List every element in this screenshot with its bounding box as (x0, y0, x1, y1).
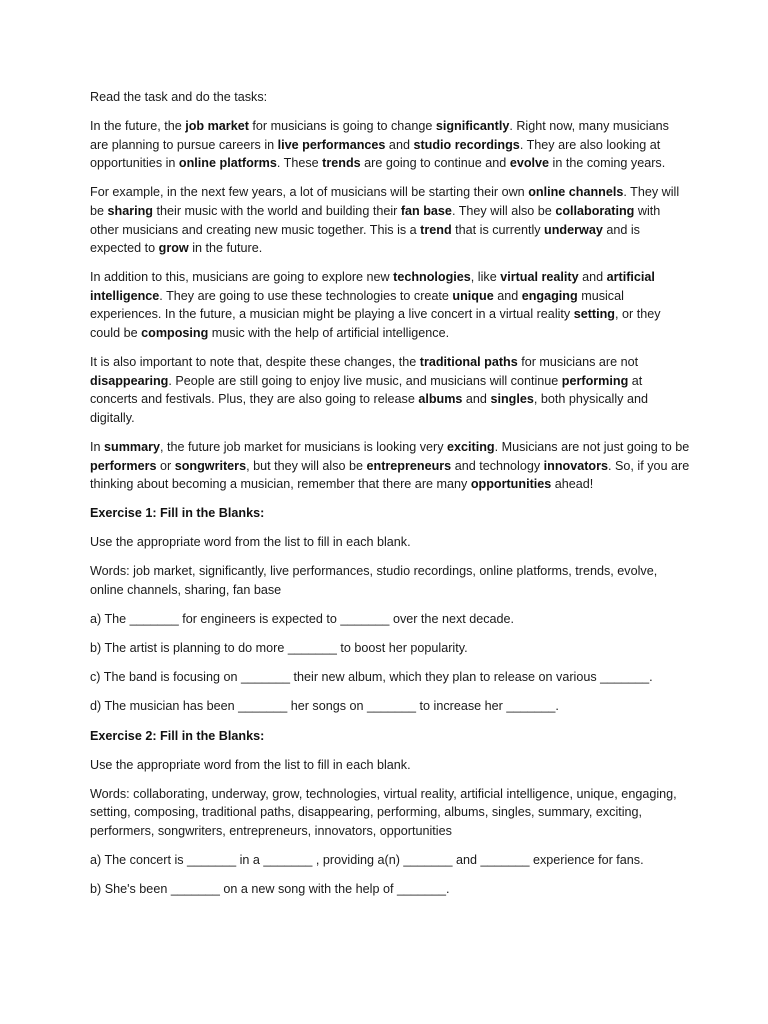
text-run: , but they will also be (246, 458, 367, 473)
text-run: that is currently (451, 222, 545, 237)
bold-term: studio recordings (413, 137, 520, 152)
bold-term: fan base (400, 203, 452, 218)
text-run: For example, in the next few years, a lot of musicians will be starting their own (90, 185, 529, 200)
bold-term: online channels (528, 185, 624, 200)
bold-term: unique (452, 288, 494, 303)
text-run: in the coming years. (549, 156, 666, 171)
text-run: in the future. (188, 241, 263, 256)
bold-term: job market (185, 119, 249, 134)
bold-term: live performances (277, 137, 386, 152)
reading-paragraph-5 (90, 438, 690, 494)
text-run: . So, if you are thinking about becoming a musician, remember that there are many (90, 458, 690, 492)
bold-term: composing (141, 326, 209, 341)
text-run: In the future, the (90, 119, 186, 134)
bold-term: evolve (509, 156, 550, 171)
text-run: , the future job market for musicians is looking very (160, 440, 448, 454)
bold-term: underway (544, 222, 603, 237)
text-run: and technology (451, 458, 544, 473)
bold-term: trend (420, 222, 452, 237)
bold-term: virtual reality (500, 270, 579, 285)
text-run: are going to continue and (360, 156, 510, 171)
bold-term: technologies (393, 270, 471, 285)
bold-term: engaging (521, 288, 578, 303)
bold-term: performers (90, 458, 157, 473)
bold-term: collaborating (555, 203, 635, 218)
bold-term: opportunities (470, 477, 552, 492)
exercise2-item-b: b) She's been _______ on a new song with the help of _______. (90, 882, 450, 897)
bold-term: online platforms (178, 156, 277, 171)
bold-term: entrepreneurs (366, 458, 452, 473)
reading-paragraph-1 (90, 117, 690, 173)
bold-term: significantly (435, 119, 510, 134)
text-run: . They will also be (451, 203, 556, 218)
exercise1-item-a: a) The _______ for engineers is expected to _______ over the next decade. (90, 612, 515, 627)
text-run: and (462, 392, 491, 407)
bold-term: performing (561, 373, 629, 388)
text-run: music with the help of artificial intelligence. (208, 326, 450, 341)
bold-term: grow (158, 241, 189, 256)
text-run: with other musicians and creating new music together. This is a (90, 203, 661, 237)
bold-term: albums (418, 392, 463, 407)
bold-term: sharing (107, 203, 154, 218)
text-run: . They are also looking at opportunities in (90, 137, 661, 171)
exercise1-item-d: d) The musician has been _______ her songs on _______ to increase her _______. (90, 699, 559, 714)
reading-paragraph-4 (90, 353, 690, 427)
exercise1-item-b: b) The artist is planning to do more _______ to boost her popularity. (90, 641, 468, 656)
text-run: ahead! (551, 477, 594, 492)
document-page (90, 88, 690, 909)
text-run: at concerts and festivals. Plus, they are also going to release (90, 373, 643, 407)
text-run: musical experiences. In the future, a musician might be playing a live concert in a virtual reality (90, 288, 624, 322)
text-run: and (493, 288, 522, 303)
exercise1-word-list: Words: job market, significantly, live performances, studio recordings, online platforms, trends, evolve, online channels, sharing, fan base (90, 564, 658, 598)
exercise2-item-a: a) The concert is _______ in a _______ , providing a(n) _______ and _______ experience for fans. (90, 853, 644, 867)
text-run: for musicians is going to change (248, 119, 436, 134)
exercise2-title: Exercise 2: Fill in the Blanks: (90, 728, 265, 743)
bold-term: songwriters (174, 458, 247, 473)
text-run: . People are still going to enjoy live music, and musicians will continue (168, 373, 562, 388)
bold-term: traditional paths (419, 355, 518, 370)
text-run: and is expected to (90, 222, 640, 256)
bold-term: singles (490, 392, 534, 407)
text-run: In (90, 440, 105, 454)
exercise1-item-c: c) The band is focusing on _______ their new album, which they plan to release on various _______. (90, 670, 653, 685)
text-run: . Musicians are not just going to be (494, 440, 690, 454)
text-run: It is also important to note that, despite these changes, the (90, 355, 420, 370)
text-run: or (156, 458, 175, 473)
text-run: , both physically and digitally. (90, 392, 648, 425)
exercise1-instruction: Use the appropriate word from the list to fill in each blank. (90, 535, 411, 550)
reading-paragraph-2 (90, 183, 690, 257)
text-run: In addition to this, musicians are going to explore new (90, 270, 394, 285)
text-run: . They will be (90, 185, 680, 218)
text-run: and (385, 137, 414, 152)
text-run: . Right now, many musicians are planning to pursue careers in (90, 119, 669, 152)
bold-term: innovators (543, 458, 609, 473)
bold-term: trends (322, 156, 361, 171)
text-run: , like (470, 270, 501, 285)
exercise2-word-list: Words: collaborating, underway, grow, technologies, virtual reality, artificial intelligence, unique, engaging, setting, composing, traditional paths, disappearing, performing, albums, singles, summary, exciting, performers, songwriters, entrepreneurs, innovators, opportunities (90, 786, 677, 838)
bold-term: exciting (447, 440, 495, 454)
bold-term: disappearing (90, 373, 169, 388)
bold-term: setting (573, 307, 615, 322)
text-run: and (578, 270, 607, 285)
reading-paragraph-3 (90, 268, 690, 342)
bold-term: artificial intelligence (90, 270, 655, 303)
text-run: , or they could be (90, 307, 661, 341)
task-instruction: Read the task and do the tasks: (90, 90, 268, 104)
exercise2-instruction: Use the appropriate word from the list to fill in each blank. (90, 757, 411, 772)
text-run: . These (276, 156, 323, 171)
text-run: . They are going to use these technologies to create (159, 288, 453, 303)
text-run: for musicians are not (517, 355, 639, 370)
exercise1-title: Exercise 1: Fill in the Blanks: (90, 506, 265, 521)
text-run: their music with the world and building their (153, 203, 401, 218)
bold-term: summary (104, 440, 161, 454)
